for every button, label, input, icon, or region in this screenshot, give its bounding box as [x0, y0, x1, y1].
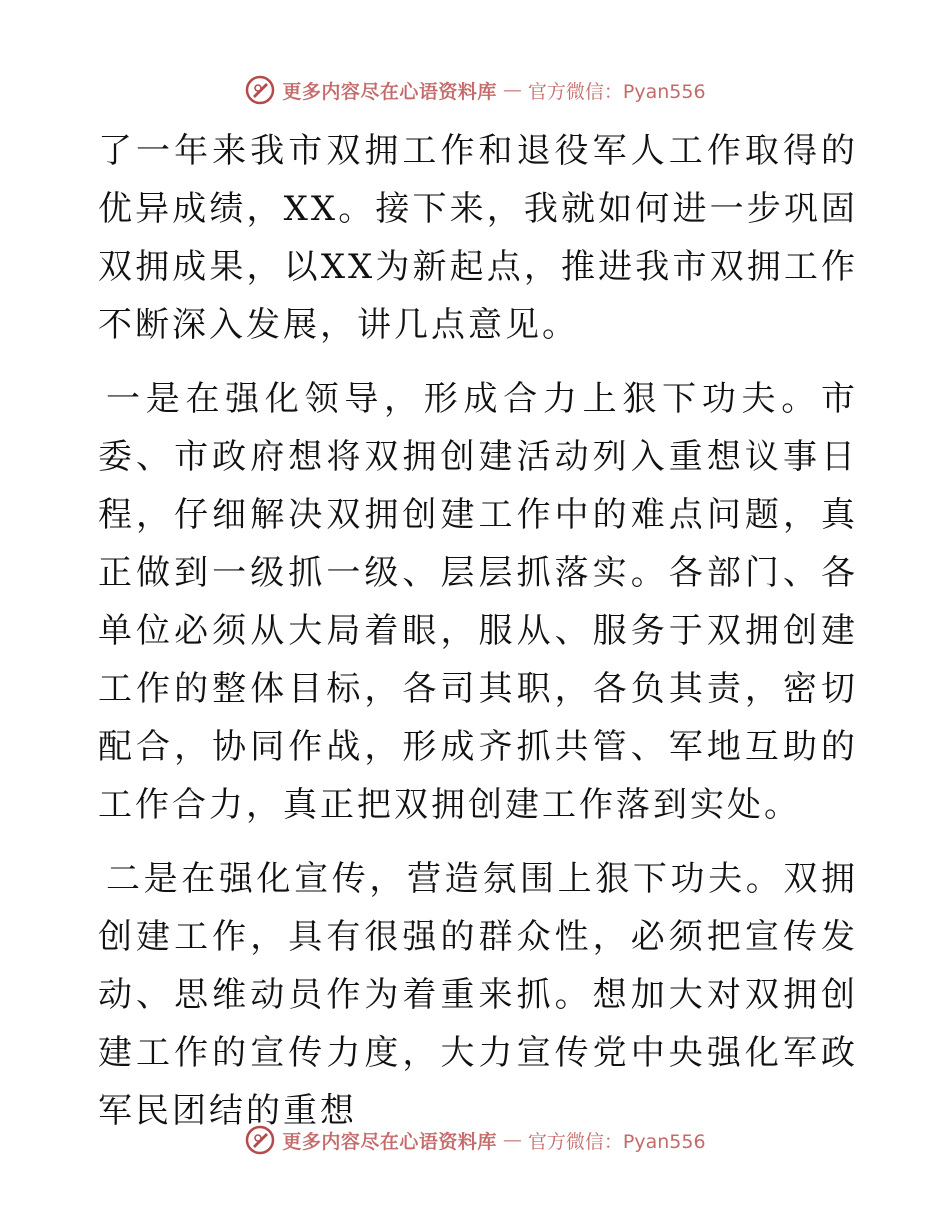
header-watermark: [0, 70, 950, 110]
watermark-contact-text: 官方微信：Pyan556: [527, 1130, 706, 1153]
watermark-site-text: 更多内容尽在心语资料库: [282, 80, 497, 103]
watermark-site-text: 更多内容尽在心语资料库: [282, 1130, 497, 1153]
paragraph-1: 了一年来我市双拥工作和退役军人工作取得的优异成绩，XX。接下来，我就如何进一步巩固双拥成果，以XX为新起点，推进我市双拥工作不断深入发展，讲几点意见。: [98, 131, 858, 345]
document-body: [98, 122, 858, 1140]
quill-logo-icon: [244, 1124, 276, 1156]
quill-logo-icon: [244, 74, 276, 106]
paragraph-3: 二是在强化宣传，营造氛围上狠下功夫。双拥创建工作，具有很强的群众性，必须把宣传发动、思维动员作为着重来抓。想加大对双拥创建工作的宣传力度，大力宣传党中央强化军政军民团结的重想: [98, 859, 858, 1131]
paragraph-2: 一是在强化领导，形成合力上狠下功夫。市委、市政府想将双拥创建活动列入重想议事日程，仔细解决双拥创建工作中的难点问题，真正做到一级抓一级、层层抓落实。各部门、各单位必须从大局着眼，服从、服务于双拥创建工作的整体目标，各司其职，各负其责，密切配合，协同作战，形成齐抓共管、军地互助的工作合力，真正把双拥创建工作落到实处。: [98, 379, 858, 825]
watermark-separator: —: [502, 79, 522, 101]
footer-watermark: [0, 1120, 950, 1160]
watermark-contact-text: 官方微信：Pyan556: [527, 80, 706, 103]
watermark-separator: —: [502, 1129, 522, 1151]
